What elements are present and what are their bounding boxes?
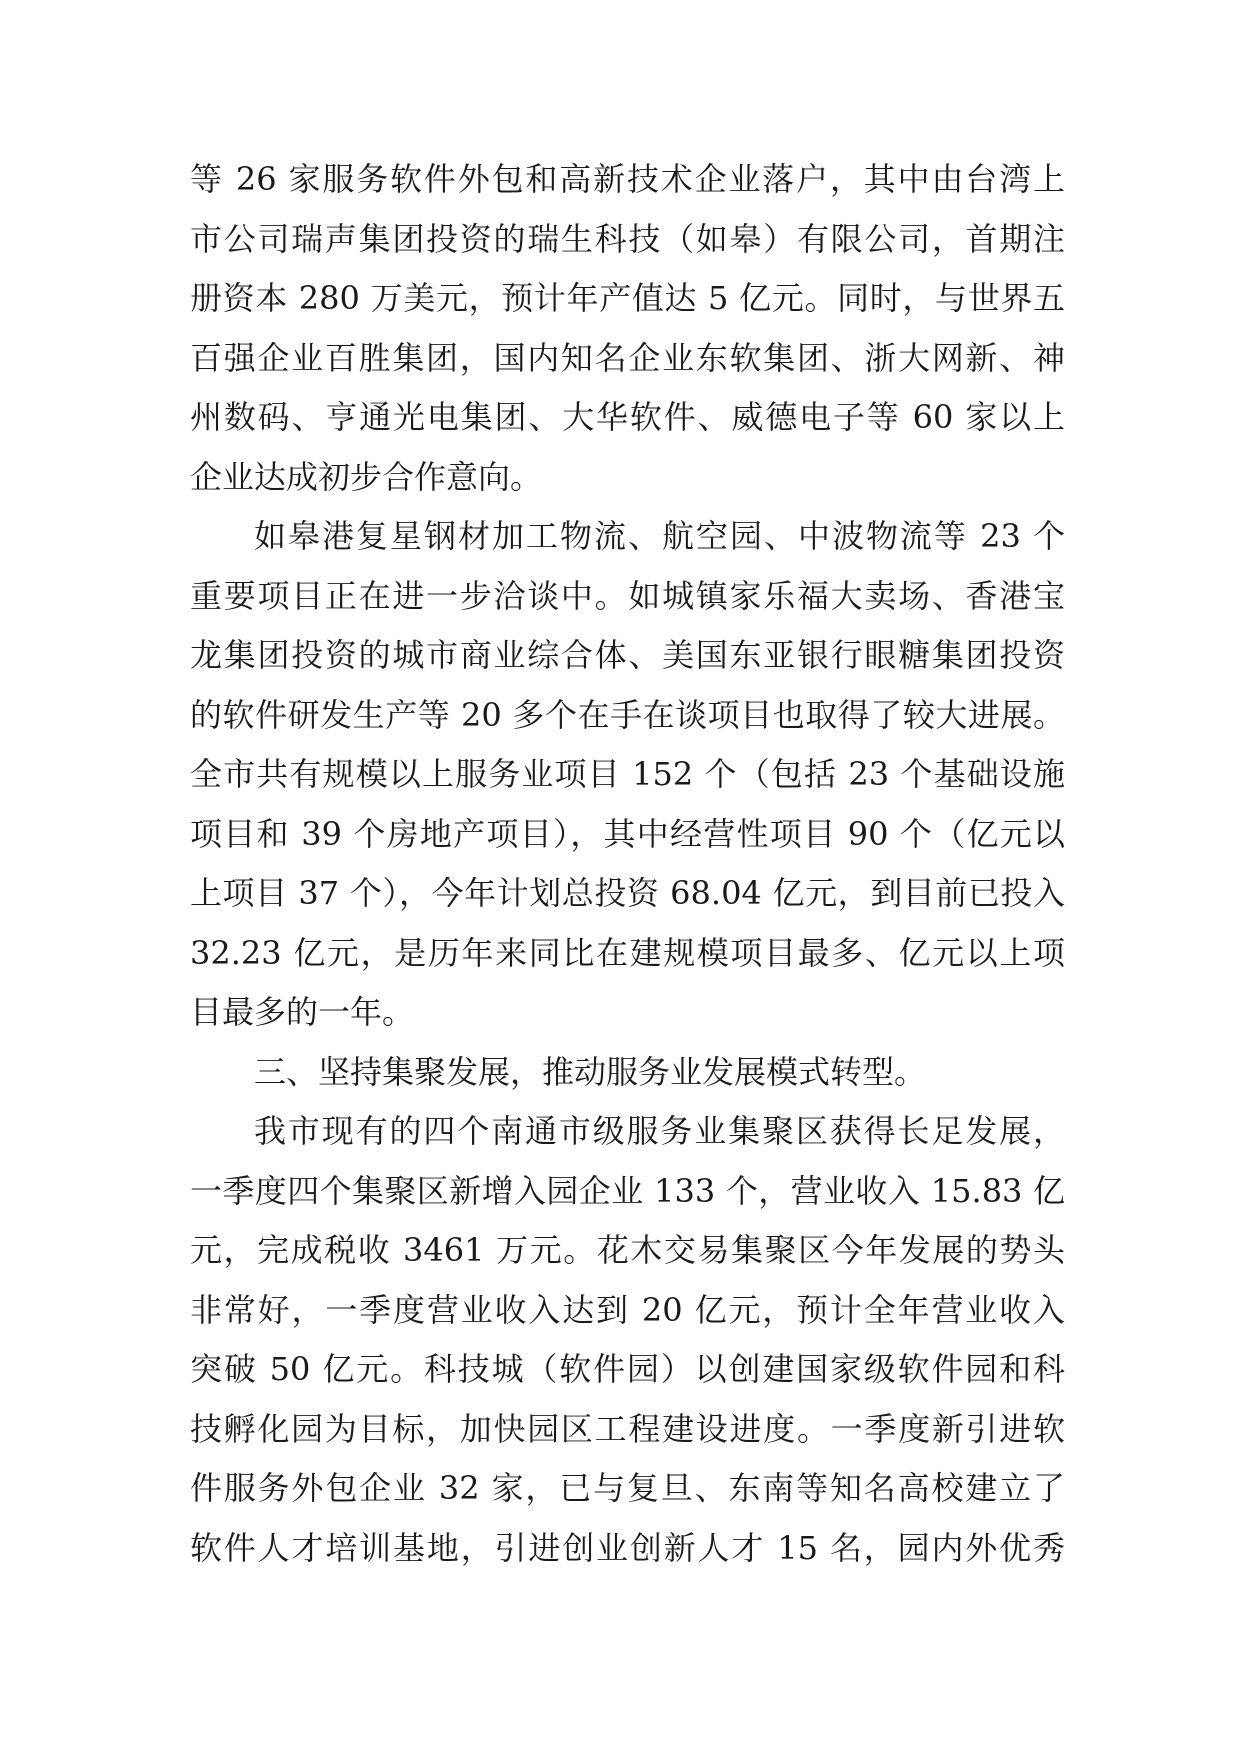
text-line: 百强企业百胜集团，国内知名企业东软集团、浙大网新、神 xyxy=(190,338,1065,377)
text-line: 我市现有的四个南通市级服务业集聚区获得长足发展， xyxy=(254,1112,1065,1150)
text-line: 目最多的一年。 xyxy=(190,993,415,1031)
text-line: 项目和 39 个房地产项目），其中经营性项目 90 个（亿元以 xyxy=(190,814,1065,853)
text-line: 州数码、亨通光电集团、大华软件、威德电子等 60 家以上 xyxy=(190,398,1065,436)
text-line: 的软件研发生产等 20 多个在手在谈项目也取得了较大进展。 xyxy=(190,695,1065,734)
text-line: 非常好，一季度营业收入达到 20 亿元，预计全年营业收入 xyxy=(190,1290,1065,1329)
document-body xyxy=(190,150,1065,1578)
text-line: 企业达成初步合作意向。 xyxy=(190,457,543,496)
text-line: 技孵化园为目标，加快园区工程建设进度。一季度新引进软 xyxy=(190,1409,1065,1448)
text-line: 上项目 37 个），今年计划总投资 68.04 亿元，到目前已投入 xyxy=(190,874,1065,912)
section-heading: 三、坚持集聚发展，推动服务业发展模式转型。 xyxy=(254,1052,927,1091)
text-line: 如皋港复星钢材加工物流、航空园、中波物流等 23 个 xyxy=(254,517,1065,555)
text-line: 元，完成税收 3461 万元。花木交易集聚区今年发展的势头 xyxy=(190,1231,1065,1269)
text-line: 全市共有规模以上服务业项目 152 个（包括 23 个基础设施 xyxy=(190,755,1065,793)
text-line: 突破 50 亿元。科技城（软件园）以创建国家级软件园和科 xyxy=(190,1350,1065,1388)
text-line: 册资本 280 万美元，预计年产值达 5 亿元。同时，与世界五 xyxy=(190,279,1065,317)
text-line: 一季度四个集聚区新增入园企业 133 个，营业收入 15.83 亿 xyxy=(190,1171,1065,1210)
text-line: 32.23 亿元，是历年来同比在建规模项目最多、亿元以上项 xyxy=(190,933,1065,972)
text-line: 软件人才培训基地，引进创业创新人才 15 名，园内外优秀 xyxy=(190,1528,1065,1567)
text-line: 龙集团投资的城市商业综合体、美国东亚银行眼糖集团投资 xyxy=(190,636,1065,674)
text-line: 市公司瑞声集团投资的瑞生科技（如皋）有限公司，首期注 xyxy=(190,219,1065,258)
text-line: 件服务外包企业 32 家，已与复旦、东南等知名高校建立了 xyxy=(190,1469,1065,1507)
text-line: 等 26 家服务软件外包和高新技术企业落户，其中由台湾上 xyxy=(190,160,1065,198)
text-line: 重要项目正在进一步洽谈中。如城镇家乐福大卖场、香港宝 xyxy=(190,576,1065,615)
